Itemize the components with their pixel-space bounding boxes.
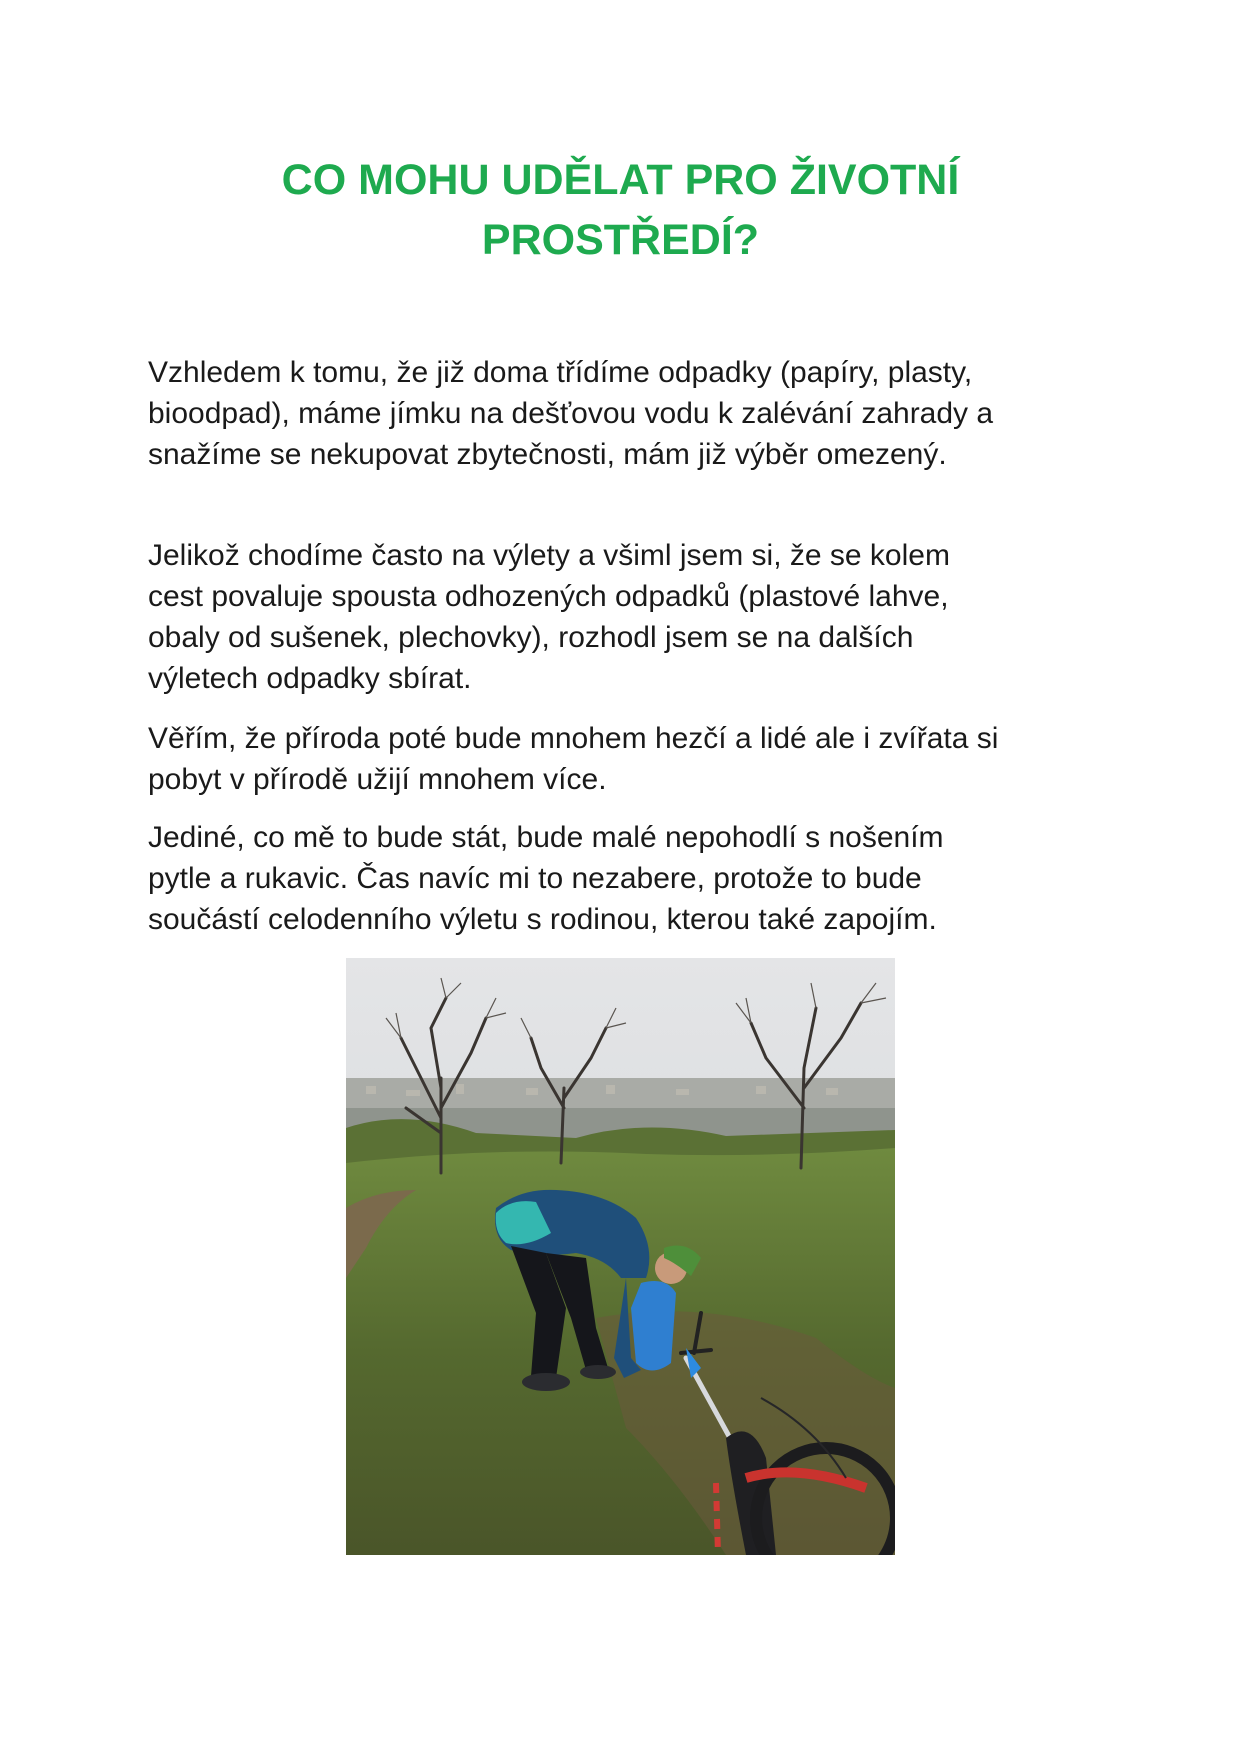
photo-illustration	[346, 958, 895, 1555]
text-line: cest povaluje spousta odhozených odpadků (plastové lahve,	[148, 580, 949, 613]
paragraph-trips	[148, 535, 1108, 699]
page-title	[150, 150, 1091, 270]
text-line: Věřím, že příroda poté bude mnohem hezčí a lidé ale i zvířata si	[148, 722, 999, 755]
text-line: snažíme se nekupovat zbytečnosti, mám již výběr omezený.	[148, 438, 947, 471]
text-line: Jelikož chodíme často na výlety a všiml jsem si, že se kolem	[148, 539, 950, 572]
title-line: PROSTŘEDÍ?	[481, 216, 760, 264]
paragraph-sorting-waste	[148, 352, 1108, 475]
title-line: CO MOHU UDĚLAT PRO ŽIVOTNÍ	[281, 156, 960, 204]
text-line: výletech odpadky sbírat.	[148, 662, 472, 695]
paragraph-nature	[148, 718, 1108, 800]
photo-collecting-litter	[346, 958, 895, 1555]
text-line: obaly od sušenek, plechovky), rozhodl jsem se na dalších	[148, 621, 914, 654]
text-line: součástí celodenního výletu s rodinou, kterou také zapojím.	[148, 903, 937, 936]
text-line: pytle a rukavic. Čas navíc mi to nezabere, protože to bude	[148, 862, 922, 895]
text-line: pobyt v přírodě užijí mnohem více.	[148, 763, 607, 796]
text-line: Jediné, co mě to bude stát, bude malé nepohodlí s nošením	[148, 821, 944, 854]
text-line: bioodpad), máme jímku na dešťovou vodu k zalévání zahrady a	[148, 397, 994, 430]
paragraph-cost	[148, 817, 1108, 940]
text-line: Vzhledem k tomu, že již doma třídíme odpadky (papíry, plasty,	[148, 356, 973, 389]
